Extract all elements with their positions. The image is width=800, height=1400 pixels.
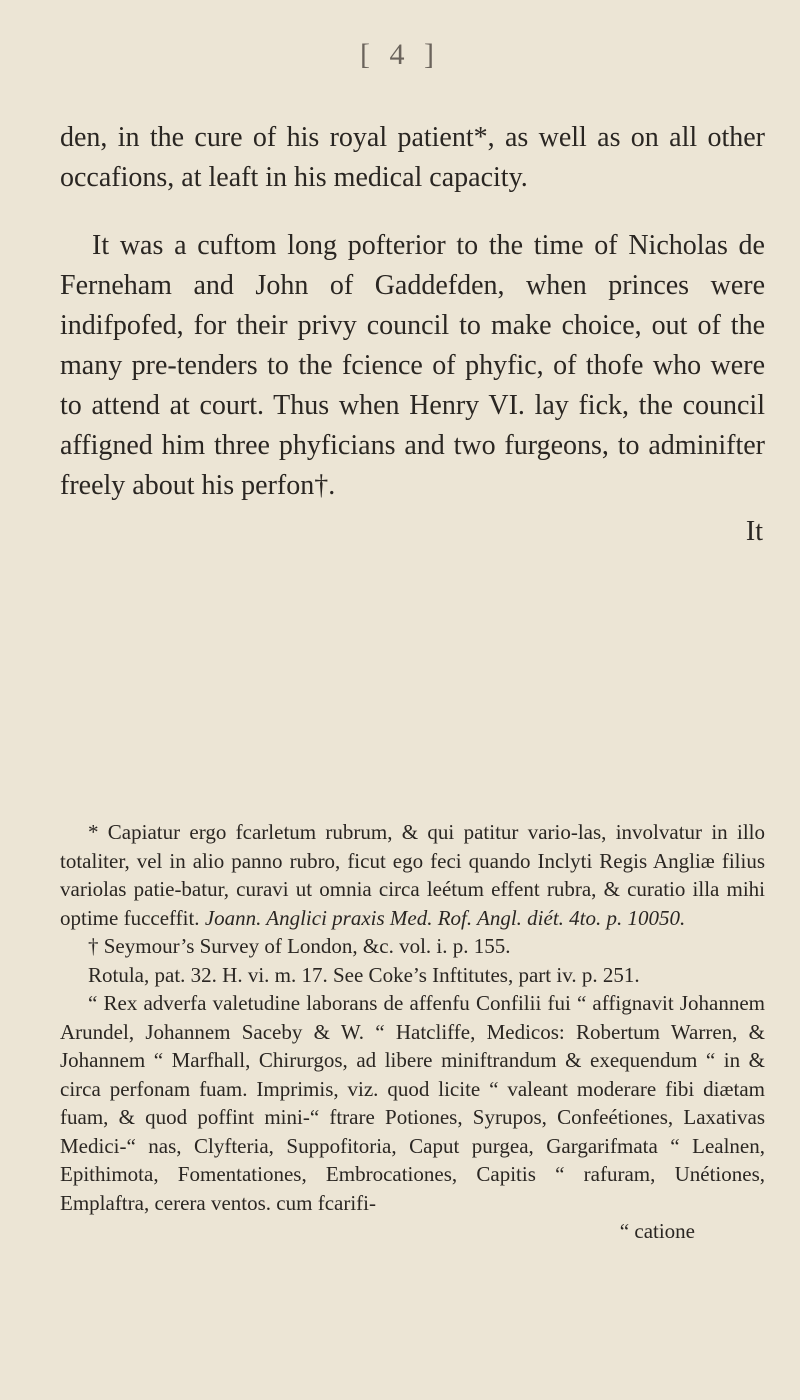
- footnote-catchword: “ catione: [619, 1219, 695, 1243]
- page-number: [ 4 ]: [360, 38, 440, 71]
- footnote-1-citation: Joann. Anglici praxis Med. Rof. Angl. diét. 4to. p. 10050.: [204, 905, 686, 930]
- paragraph-gap: [60, 198, 765, 226]
- main-text: [60, 118, 765, 552]
- main-catchword: It: [745, 516, 763, 547]
- footnote-1: [60, 818, 765, 932]
- footnote-quote: “ Rex adverfa valetudine laborans de affenfu Confilii fui “ affignavit Johannem Arundel, Johannem Saceby & W. “ Hatcliffe, Medicos: Robertum Warren, & Johannem “ Marfhall, Chirurgos, ad libere miniftrandum & exequendum “ in & circa perfonam fuam. Imprimis, viz. quod licite “ valeant moderare fibi diætam fuam, & quod poffint mini-“ ftrare Potiones, Syrupos, Confeétiones, Laxativas Medici-“ nas, Clyfteria, Suppofitoria, Caput purgea, Gargarifmata “ Lealnen, Epithimota, Fomentationes, Embrocationes, Capitis “ rafuram, Unétiones, Emplaftra, cerera ventos. cum fcarifi-: [60, 991, 765, 1215]
- main-paragraph-1: den, in the cure of his royal patient*, as well as on all other occafions, at leaft in his medical capacity.: [60, 122, 765, 193]
- footnote-3: Rotula, pat. 32. H. vi. m. 17. See Coke’s Inftitutes, part iv. p. 251.: [88, 962, 640, 987]
- footnote-2: † Seymour’s Survey of London, &c. vol. i. p. 155.: [88, 934, 511, 958]
- main-paragraph-2: It was a cuftom long pofterior to the time of Nicholas de Ferneham and John of Gaddefden, when princes were indifpofed, for their privy council to make choice, out of the many pre-tenders to the fcience of phyfic, of thofe who were to attend at court. Thus when Henry VI. lay fick, the council affigned him three phyficians and two furgeons, to adminifter freely about his perfon†.: [60, 230, 765, 501]
- footnote-1-text: * Capiatur ergo fcarletum rubrum, & qui patitur vario-las, involvatur in illo totaliter, vel in alio panno rubro, ficut ego feci quando Inclyti Regis Angliæ filius variolas patie-batur, curavi ut omnia circa leétum effent rubra, & curatio illa mihi optime fucceffit.: [60, 820, 765, 930]
- footnotes: [60, 818, 765, 1246]
